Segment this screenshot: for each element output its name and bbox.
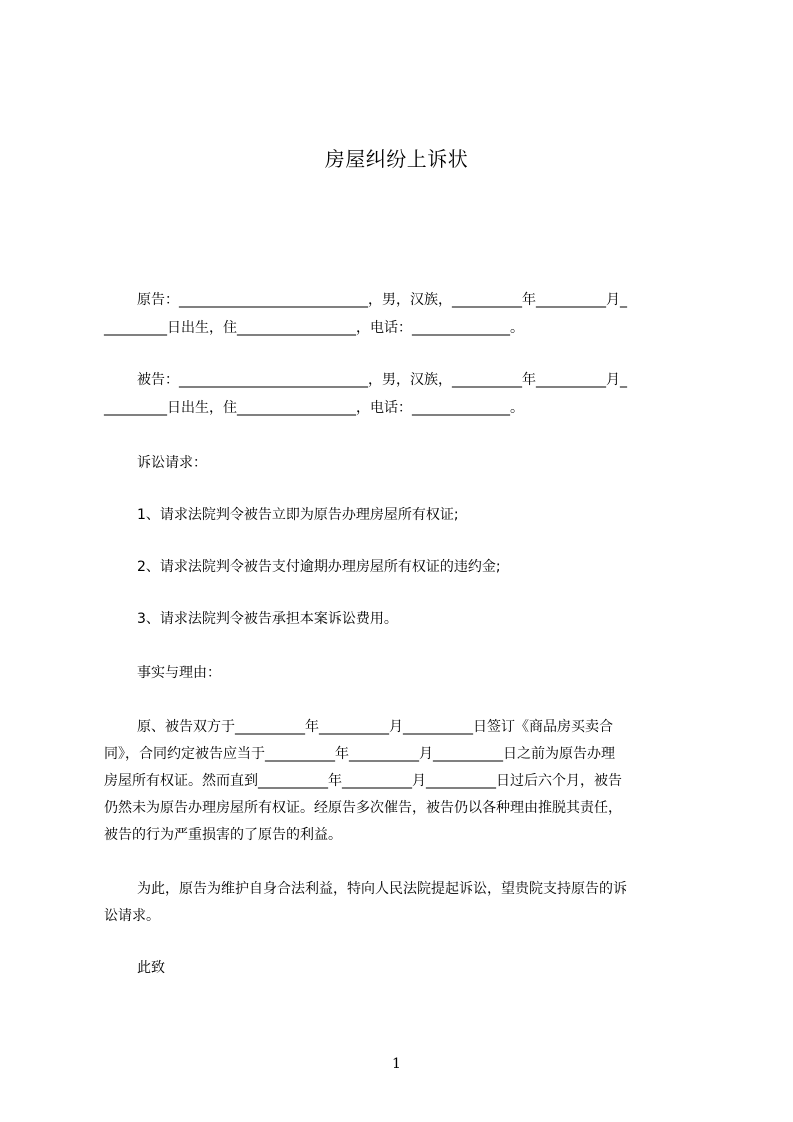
claims-heading: 诉讼请求： xyxy=(137,455,207,471)
page-number: 1 xyxy=(392,1056,401,1072)
plaintiff-line-1: 原告：___________________________，男，汉族，__________年__________月_ xyxy=(137,292,627,308)
defendant-line-1: 被告：___________________________，男，汉族，__________年__________月_ xyxy=(137,372,627,388)
plaintiff-line-2: _________日出生，住_________________，电话：______________。 xyxy=(104,320,524,336)
document-title: 房屋纠纷上诉状 xyxy=(324,147,469,171)
closing-text: 此致 xyxy=(137,960,165,976)
facts-line-2: 同》，合同约定被告应当于__________年__________月__________日之前为原告办理 xyxy=(104,746,615,762)
conclusion-line-2: 讼请求。 xyxy=(104,908,160,924)
facts-heading: 事实与理由： xyxy=(137,665,221,681)
defendant-line-2: _________日出生，住_________________，电话：______________。 xyxy=(104,400,524,416)
claim-item-2: 2、请求法院判令被告支付逾期办理房屋所有权证的违约金; xyxy=(137,559,501,575)
facts-line-4: 仍然未为原告办理房屋所有权证。经原告多次催告，被告仍以各种理由推脱其责任， xyxy=(104,800,622,816)
facts-line-5: 被告的行为严重损害的了原告的利益。 xyxy=(104,827,342,843)
facts-line-1: 原、被告双方于__________年__________月__________日签订《商品房买卖合 xyxy=(137,719,613,735)
conclusion-line-1: 为此，原告为维护自身合法利益，特向人民法院提起诉讼，望贵院支持原告的诉 xyxy=(137,881,627,897)
claim-item-3: 3、请求法院判令被告承担本案诉讼费用。 xyxy=(137,611,398,627)
facts-line-3: 房屋所有权证。然而直到__________年__________月__________日过后六个月，被告 xyxy=(104,773,622,789)
claim-item-1: 1、请求法院判令被告立即为原告办理房屋所有权证; xyxy=(137,507,459,523)
